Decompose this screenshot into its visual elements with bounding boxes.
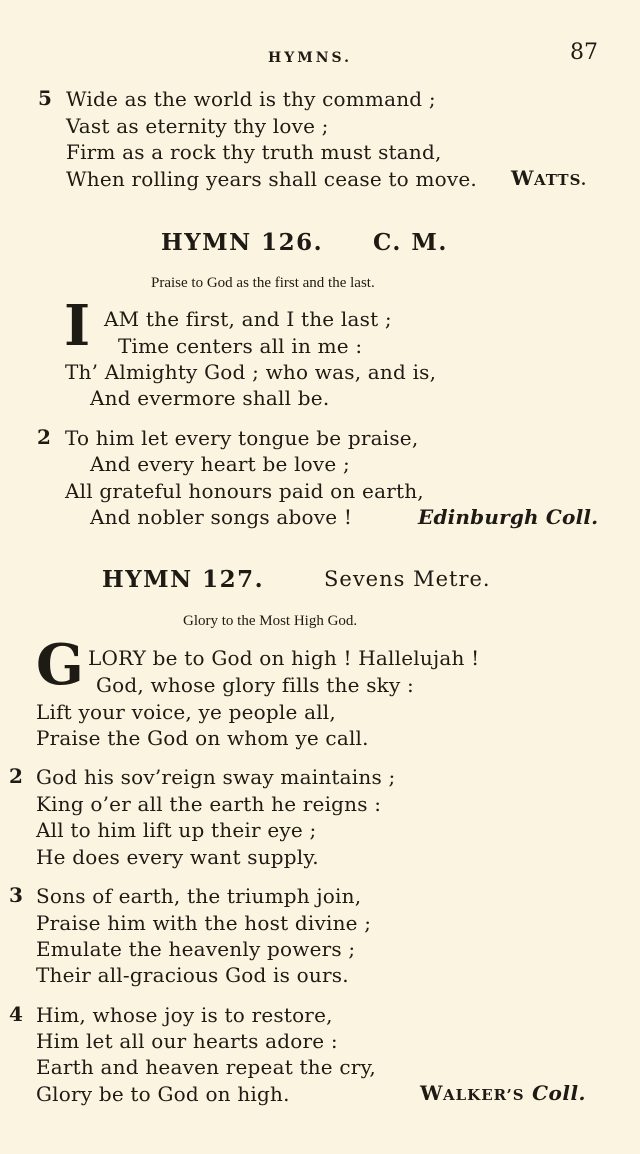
verse-line: King o’er all the earth he reigns : bbox=[36, 792, 382, 816]
drop-cap: I bbox=[64, 293, 91, 359]
drop-cap: G bbox=[36, 632, 84, 698]
hymn-subtitle: Praise to God as the first and the last. bbox=[151, 275, 375, 291]
verse-line: Him, whose joy is to restore, bbox=[36, 1003, 333, 1027]
verse-line: To him let every tongue be praise, bbox=[65, 426, 419, 450]
verse-line: Earth and heaven repeat the cry, bbox=[36, 1055, 376, 1079]
verse-line: Their all-gracious God is ours. bbox=[36, 963, 349, 987]
verse-line: All grateful honours paid on earth, bbox=[65, 479, 424, 503]
running-title: HYMNS. bbox=[268, 50, 353, 66]
author-attribution: WATTS. bbox=[511, 166, 588, 190]
page-number: 87 bbox=[570, 40, 598, 65]
verse-line: And every heart be love ; bbox=[90, 452, 350, 476]
hymn-metre: C. M. bbox=[373, 229, 448, 256]
verse-line: AM the first, and I the last ; bbox=[104, 307, 392, 331]
verse-line: Praise the God on whom ye call. bbox=[36, 726, 369, 750]
verse-line: All to him lift up their eye ; bbox=[36, 818, 317, 842]
author-attribution: Edinburgh Coll. bbox=[418, 505, 599, 529]
verse-line: Firm as a rock thy truth must stand, bbox=[66, 140, 442, 164]
hymn-title: HYMN 126. bbox=[161, 229, 324, 256]
stanza-number: 2 bbox=[9, 764, 23, 788]
verse-line: Vast as eternity thy love ; bbox=[66, 114, 329, 138]
verse-line: Emulate the heavenly powers ; bbox=[36, 937, 356, 961]
verse-line: God his sov’reign sway maintains ; bbox=[36, 765, 396, 789]
hymn-subtitle: Glory to the Most High God. bbox=[183, 613, 358, 629]
verse-line: When rolling years shall cease to move. bbox=[66, 167, 477, 191]
hymn-title: HYMN 127. bbox=[102, 566, 265, 593]
stanza-number: 3 bbox=[9, 883, 23, 907]
verse-line: And evermore shall be. bbox=[90, 386, 330, 410]
verse-line: Time centers all in me : bbox=[118, 334, 363, 358]
verse-line: Wide as the world is thy command ; bbox=[66, 87, 436, 111]
verse-line: Glory be to God on high. bbox=[36, 1082, 290, 1106]
author-attribution: WALKER’S Coll. bbox=[420, 1081, 587, 1105]
verse-line: He does every want supply. bbox=[36, 845, 319, 869]
verse-line: God, whose glory fills the sky : bbox=[96, 673, 414, 697]
stanza-number: 4 bbox=[9, 1002, 23, 1026]
verse-line: Sons of earth, the triumph join, bbox=[36, 884, 362, 908]
verse-line: Praise him with the host divine ; bbox=[36, 911, 372, 935]
stanza-number: 2 bbox=[37, 425, 51, 449]
stanza-number: 5 bbox=[38, 86, 52, 110]
verse-line: And nobler songs above ! bbox=[90, 505, 353, 529]
verse-line: LORY be to God on high ! Hallelujah ! bbox=[88, 646, 480, 670]
verse-line: Th’ Almighty God ; who was, and is, bbox=[65, 360, 437, 384]
verse-line: Lift your voice, ye people all, bbox=[36, 700, 336, 724]
hymn-metre: Sevens Metre. bbox=[324, 567, 491, 591]
verse-line: Him let all our hearts adore : bbox=[36, 1029, 338, 1053]
